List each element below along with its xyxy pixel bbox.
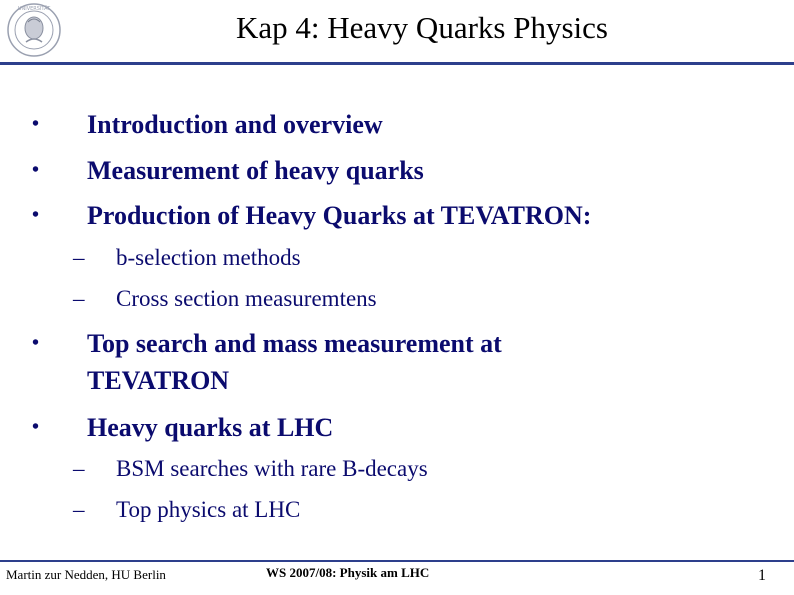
sub-bullet-text: Cross section measuremtens: [116, 286, 377, 311]
bullet-marker: •: [32, 204, 40, 226]
footer-author: Martin zur Nedden, HU Berlin: [6, 567, 166, 582]
bullet-marker: •: [32, 416, 40, 438]
bullet-text-continuation: TEVATRON: [87, 366, 230, 395]
footer-divider: [0, 560, 794, 562]
sub-bullet-text: BSM searches with rare B-decays: [116, 456, 428, 481]
bullet-marker: •: [32, 113, 40, 135]
sub-bullet-marker: –: [73, 456, 85, 481]
bullet-text: Production of Heavy Quarks at TEVATRON:: [87, 201, 592, 230]
bullet-text: Heavy quarks at LHC: [87, 413, 334, 442]
bullet-text: Measurement of heavy quarks: [87, 156, 424, 185]
bullet-marker: •: [32, 332, 40, 354]
title-divider: [0, 62, 794, 65]
slide-title: Kap 4: Heavy Quarks Physics: [236, 10, 608, 45]
sub-bullet-text: Top physics at LHC: [116, 497, 301, 522]
footer-course: WS 2007/08: Physik am LHC: [266, 565, 430, 580]
bullet-text: Introduction and overview: [87, 110, 383, 139]
sub-bullet-marker: –: [73, 245, 85, 270]
bullet-marker: •: [32, 159, 40, 181]
bullet-text: Top search and mass measurement at: [87, 329, 502, 358]
sub-bullet-marker: –: [73, 286, 85, 311]
sub-bullet-text: b-selection methods: [116, 245, 301, 270]
svg-text:UNIVERSITÄT: UNIVERSITÄT: [17, 6, 51, 12]
sub-bullet-marker: –: [73, 497, 85, 522]
page-number: 1: [758, 567, 766, 584]
